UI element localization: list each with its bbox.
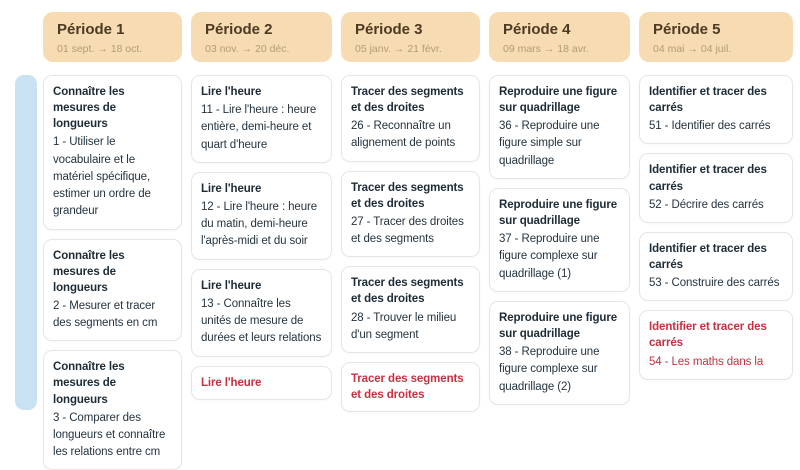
lesson-card-title: Tracer des segments et des droites: [351, 181, 464, 210]
period-column-5: [639, 75, 793, 380]
lesson-card-highlighted[interactable]: [341, 362, 480, 412]
lesson-card[interactable]: [191, 75, 332, 163]
period-header-5[interactable]: [639, 12, 793, 62]
lesson-card-text: 52 - Décrire des carrés: [649, 198, 764, 211]
lesson-card[interactable]: [489, 188, 630, 292]
lesson-card-text: 26 - Reconnaître un alignement de points: [351, 120, 456, 150]
domain-color-bar: [15, 75, 37, 410]
lesson-card[interactable]: [639, 153, 793, 222]
period-dates: 09 mars → 18 avr.: [503, 42, 589, 55]
period-title: Période 4: [503, 21, 571, 38]
lesson-card-text: 51 - Identifier des carrés: [649, 120, 771, 133]
lesson-card[interactable]: [191, 269, 332, 357]
lesson-card-title: Connaître les mesures de longueurs: [53, 249, 125, 294]
lesson-card-title: Reproduire une figure sur quadrillage: [499, 86, 618, 115]
lesson-card-highlighted[interactable]: [639, 310, 793, 379]
period-title: Période 2: [205, 21, 273, 38]
lesson-card-text: 27 - Tracer des droites et des segments: [351, 215, 464, 246]
period-column-2: [191, 75, 332, 400]
lesson-card-title: Identifier et tracer des carrés: [649, 242, 767, 271]
lesson-card-text: 1 - Utiliser le vocabulaire et le matériel spécifique, estimer un ordre de grandeur: [53, 136, 151, 218]
lesson-card-title: Lire l'heure: [201, 86, 262, 98]
period-header-row: [0, 0, 800, 62]
period-dates: 04 mai → 04 juil.: [653, 42, 732, 55]
lesson-card-text: 2 - Mesurer et tracer des segments en cm: [53, 299, 158, 330]
period-dates: 05 janv. → 21 févr.: [355, 42, 442, 55]
lesson-card[interactable]: [489, 301, 630, 405]
period-title: Période 1: [57, 21, 125, 38]
lesson-card-highlighted[interactable]: [191, 366, 332, 400]
lesson-card[interactable]: [639, 232, 793, 301]
period-header-4[interactable]: [489, 12, 630, 62]
lesson-card-title: Identifier et tracer des carrés: [649, 86, 767, 115]
period-column-4: [489, 75, 630, 405]
lesson-card[interactable]: [639, 75, 793, 144]
lesson-card-title: Reproduire une figure sur quadrillage: [499, 198, 618, 228]
lesson-card[interactable]: [43, 239, 182, 342]
lesson-card-title: Tracer des segments et des droites: [351, 373, 464, 402]
period-column-1: [43, 75, 182, 470]
lesson-card-text: 54 - Les maths dans la: [649, 355, 764, 368]
lesson-card-text: 12 - Lire l'heure : heure du matin, demi-heure l'après-midi et du soir: [201, 200, 318, 248]
lesson-card-title: Connaître les mesures de longueurs: [53, 86, 125, 131]
lesson-card-text: 36 - Reproduire une figure simple sur quadrillage: [499, 120, 600, 167]
lesson-card[interactable]: [341, 266, 480, 353]
period-header-1[interactable]: [43, 12, 182, 62]
lesson-card-title: Tracer des segments et des droites: [351, 277, 464, 306]
lesson-card[interactable]: [341, 75, 480, 162]
lesson-card-text: 37 - Reproduire une figure complexe sur quadrillage (1): [499, 233, 600, 280]
lesson-card[interactable]: [43, 75, 182, 230]
period-column-3: [341, 75, 480, 412]
lesson-card-title: Lire l'heure: [201, 182, 262, 195]
period-header-2[interactable]: [191, 12, 332, 62]
lesson-card[interactable]: [341, 171, 480, 258]
lesson-card[interactable]: [43, 350, 182, 470]
period-title: Période 5: [653, 21, 721, 38]
lesson-card-text: 13 - Connaître les unités de mesure de durées et leurs relations: [201, 297, 322, 345]
lesson-card-text: 53 - Construire des carrés: [649, 277, 780, 290]
lesson-card-title: Lire l'heure: [201, 279, 262, 292]
lesson-card[interactable]: [191, 172, 332, 260]
lesson-card-title: Connaître les mesures de longueurs: [53, 361, 125, 406]
lesson-card[interactable]: [489, 75, 630, 179]
period-header-3[interactable]: [341, 12, 480, 62]
period-dates: 01 sept. → 18 oct.: [57, 42, 143, 55]
period-title: Période 3: [355, 21, 423, 38]
lesson-card-title: Lire l'heure: [201, 376, 262, 389]
lesson-card-text: 11 - Lire l'heure : heure entière, demi-heure et quart d'heure: [201, 104, 317, 151]
lesson-card-text: 28 - Trouver le milieu d'un segment: [351, 311, 457, 341]
lesson-card-text: 3 - Comparer des longueurs et connaître les relations entre cm: [53, 411, 166, 459]
lesson-card-title: Identifier et tracer des carrés: [649, 321, 767, 350]
period-columns: [0, 75, 800, 470]
period-dates: 03 nov. → 20 déc.: [205, 42, 290, 55]
lesson-card-text: 38 - Reproduire une figure complexe sur quadrillage (2): [499, 346, 600, 393]
lesson-card-title: Tracer des segments et des droites: [351, 86, 464, 115]
lesson-card-title: Reproduire une figure sur quadrillage: [499, 311, 618, 340]
lesson-card-title: Identifier et tracer des carrés: [649, 164, 767, 193]
